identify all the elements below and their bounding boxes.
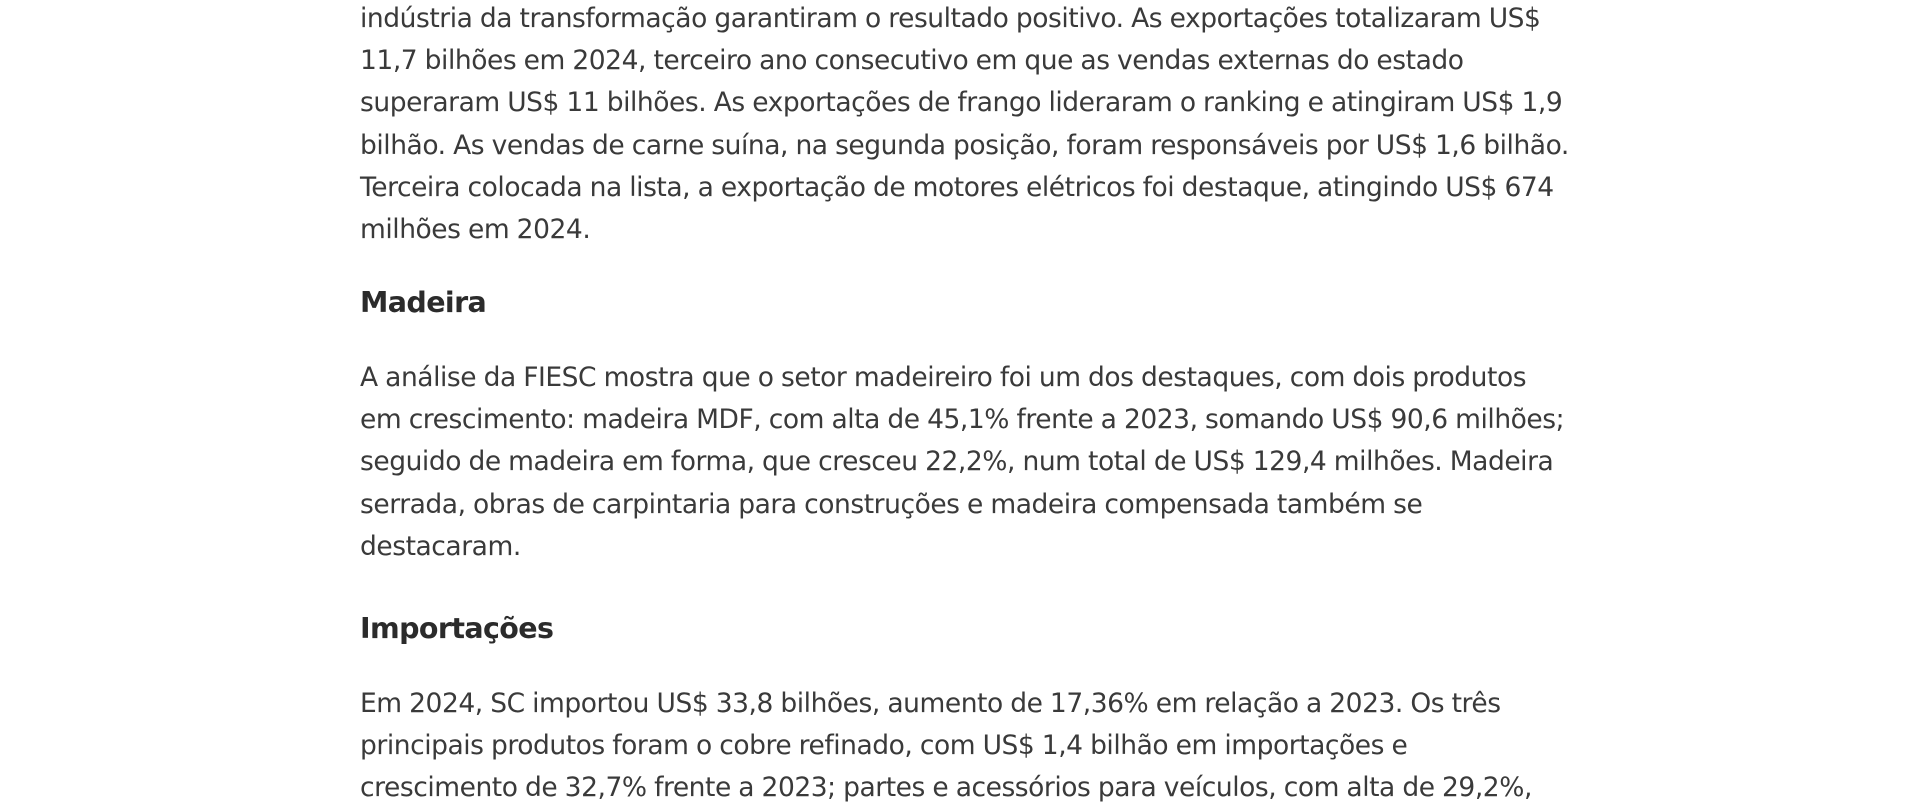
- paragraph-exportacoes: indústria da transformação garantiram o resultado positivo. As exportações totalizaram US$ 11,7 bilhões em 2024, terceiro ano consecutivo em que as vendas externas do estado superaram US$ 11 bilhões. As exportações de frango lideraram o ranking e atingiram US$ 1,9 bilhão. As vendas de carne suína, na segunda posição, foram responsáveis por US$ 1,6 bilhão. Terceira colocada na lista, a exportação de motores elétricos foi destaque, atingindo US$ 674 milhões em 2024.: [360, 3, 1569, 246]
- section-heading-importacoes: Importações: [360, 612, 554, 645]
- article-body: [360, 0, 1570, 804]
- paragraph-madeira: A análise da FIESC mostra que o setor madeireiro foi um dos destaques, com dois produtos em crescimento: madeira MDF, com alta de 45,1% frente a 2023, somando US$ 90,6 milhões; seguido de madeira em forma, que cresceu 22,2%, num total de US$ 129,4 milhões. Madeira serrada, obras de carpintaria para construções e madeira compensada também se destacaram.: [360, 362, 1565, 562]
- paragraph-importacoes: Em 2024, SC importou US$ 33,8 bilhões, aumento de 17,36% em relação a 2023. Os três principais produtos foram o cobre refinado, com US$ 1,4 bilhão em importações e crescimento de 32,7% frente a 2023; partes e acessórios para veículos, com alta de 29,2%,: [360, 688, 1532, 804]
- section-heading-madeira: Madeira: [360, 286, 487, 319]
